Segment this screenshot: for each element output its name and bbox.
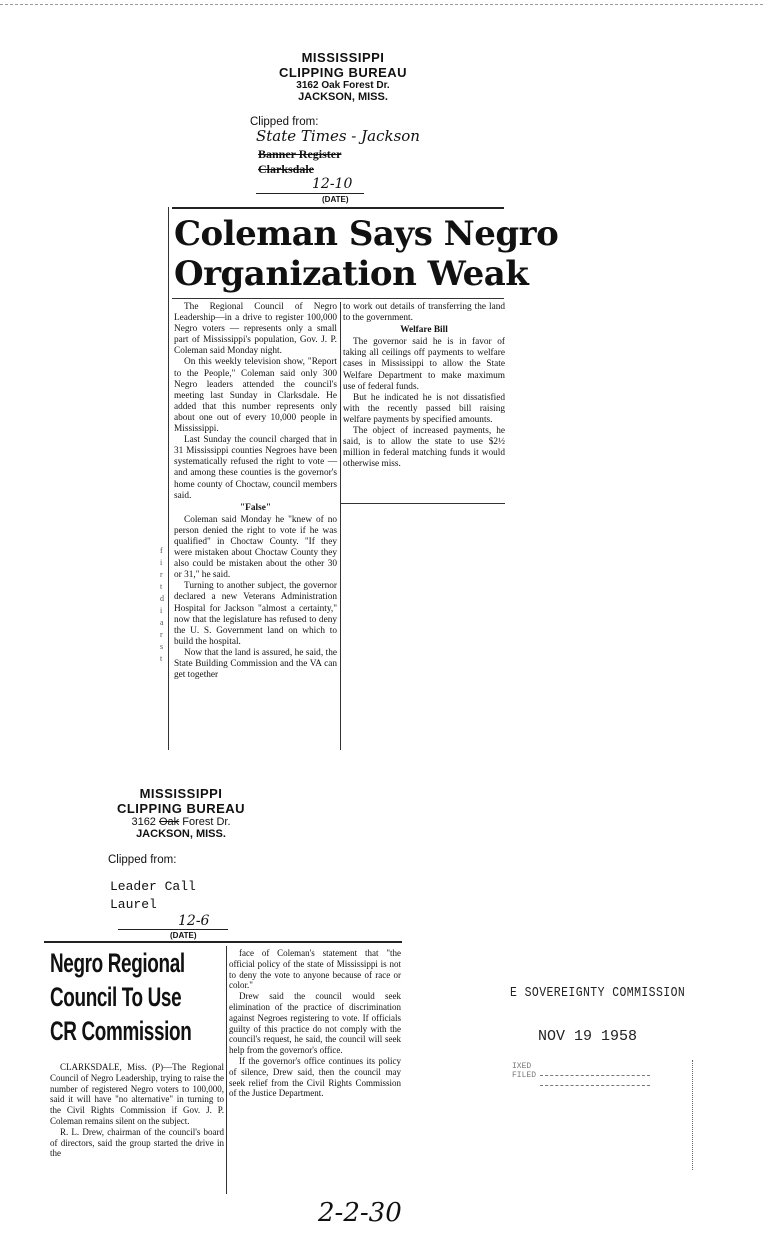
source-paper: Leader Call	[110, 879, 196, 894]
paragraph: But he indicated he is not dissatisfied with the recently passed bill raising welfare payments by specified amounts.	[343, 392, 505, 425]
stamp-line	[540, 1085, 650, 1086]
headline-2-line-1: Negro Regional	[50, 948, 185, 978]
clipping1-column-2	[343, 302, 505, 470]
paragraph: Turning to another subject, the governor declared a new Veterans Administration Hospital for Jackson "almost a certainty," now that the legislature has refused to deny the U. S. Government land on which to build the hospital.	[174, 581, 337, 647]
commission-stamp-title: E SOVEREIGNTY COMMISSION	[510, 985, 686, 1001]
address-struck: Oak	[159, 816, 180, 828]
headline-1-line-2: Organization Weak	[174, 254, 529, 294]
page-number-handwritten: 2-2-30	[318, 1198, 402, 1228]
date-handwritten: 12-6	[178, 913, 210, 929]
clipped-from-label: Clipped from:	[250, 116, 319, 128]
date-label: (DATE)	[170, 931, 197, 940]
bureau-name-2: CLIPPING BUREAU	[116, 801, 246, 816]
clipping2-bureau-header	[108, 786, 254, 840]
address-rest: Forest Dr.	[182, 816, 231, 828]
paragraph: Last Sunday the council charged that in 31 Mississippi counties Negroes have been systematically refused the right to vote — and among these counties is the governor's home county of Choctaw, council members said.	[174, 435, 337, 501]
date-handwritten: 12-10	[312, 176, 353, 192]
paragraph: R. L. Drew, chairman of the council's board of directors, said the group started the drive in the	[50, 1126, 224, 1159]
paragraph: The Regional Council of Negro Leadership—in a drive to register 100,000 Negro voters — represents only a small part of Mississippi's population, Gov. J. P. Coleman said Monday night.	[174, 302, 337, 357]
paragraph: face of Coleman's statement that "the official policy of the state of Mississippi is not to deny the vote to anyone because of race or color."	[229, 948, 401, 991]
date-underline	[256, 193, 364, 194]
bureau-address: 3162 Oak Forest Dr.	[296, 80, 390, 91]
clipped-from-label: Clipped from:	[108, 854, 177, 866]
bureau-name: MISSISSIPPI	[139, 786, 223, 801]
address-number: 3162	[131, 816, 156, 828]
clipping2-column-1	[50, 1062, 224, 1159]
paragraph: to work out details of transferring the land to the government.	[343, 302, 505, 324]
headline-bottom-rule	[172, 298, 504, 299]
bureau-city: JACKSON, MISS.	[136, 828, 226, 840]
headline-1-line-1: Coleman Says Negro	[174, 214, 559, 254]
paragraph: If the governor's office continues its policy of silence, Drew said, then the council may seek relief from the Civil Rights Commission of the Justice Department.	[229, 1055, 401, 1099]
paragraph: Drew said the council would seek elimination of the practice of discrimination against Negroes registering to vote. If officials guilty of this practice do not comply with the council's request, he said, the council will seek help from the governor's office.	[229, 991, 401, 1056]
paragraph: The governor said he is in favor of taking all ceilings off payments to welfare cases in Mississippi to allow the State Welfare Department to make maximum use of federal funds.	[343, 337, 505, 392]
paragraph: On this weekly television show, "Report to the People," Coleman said only 300 Negro leaders attended the council's meeting last Sunday in Clarksdale. He added that this number represents only about one out of every 10,000 people in Mississippi.	[174, 357, 337, 435]
clipping2-column-divider	[226, 946, 227, 1194]
subhead-false: "False"	[240, 502, 271, 513]
headline-rule	[172, 207, 504, 209]
clipping1-bureau-header	[268, 50, 418, 103]
clipping2-top-rule	[44, 941, 402, 943]
source-handwritten: State Times - Jackson	[256, 127, 420, 145]
bureau-address	[108, 816, 254, 828]
stamp-date: NOV 19 1958	[538, 1028, 638, 1045]
margin-bleed: f i r t d i a r s t	[160, 546, 164, 663]
clipping1-column-1	[174, 302, 337, 681]
clipping2-column-2	[229, 948, 401, 1099]
headline-2-line-2: Council To Use	[50, 982, 182, 1012]
struck-source-1: Banner Register	[258, 147, 342, 161]
subhead-welfare-bill: Welfare Bill	[400, 325, 448, 336]
source-city: Laurel	[110, 897, 157, 912]
column-2-end-rule	[340, 503, 505, 504]
headline-2-line-3: CR Commission	[50, 1016, 192, 1046]
bureau-name: MISSISSIPPI	[301, 50, 385, 65]
struck-source-2: Clarksdale	[258, 162, 315, 176]
clipping1-left-border	[168, 207, 169, 750]
date-underline	[118, 929, 228, 930]
paragraph: Now that the land is assured, he said, the State Building Commission and the VA can get together	[174, 647, 337, 681]
bureau-city: JACKSON, MISS.	[298, 91, 388, 103]
bureau-name-2: CLIPPING BUREAU	[278, 65, 408, 80]
clipping2-source	[110, 878, 196, 914]
headline-1	[174, 214, 558, 294]
stamp-indexed: IXED	[512, 1062, 532, 1071]
stamp-line	[540, 1075, 650, 1076]
top-dashed-border	[0, 4, 763, 5]
stamp-edge	[692, 1060, 693, 1170]
column-divider	[340, 302, 341, 750]
paragraph: The object of increased payments, he said, is to allow the state to use $2½ million in federal matching funds it would otherwise miss.	[343, 426, 505, 470]
paragraph: CLARKSDALE, Miss. (P)—The Regional Council of Negro Leadership, trying to raise the number of registered Negro voters to 100,000, said it will have "no alternative" in turning to the Civil Rights Commission if Gov. J. P. Coleman remains silent on the subject.	[50, 1062, 224, 1126]
headline-2	[50, 946, 191, 1048]
date-label: (DATE)	[322, 195, 349, 204]
paragraph: Coleman said Monday he "knew of no person denied the right to vote if he was qualified" in Choctaw County. "If they were mistaken about Choctaw County they also could be mistaken about the other 30 or 31," he said.	[174, 514, 337, 581]
stamp-filed: FILED	[512, 1071, 537, 1080]
